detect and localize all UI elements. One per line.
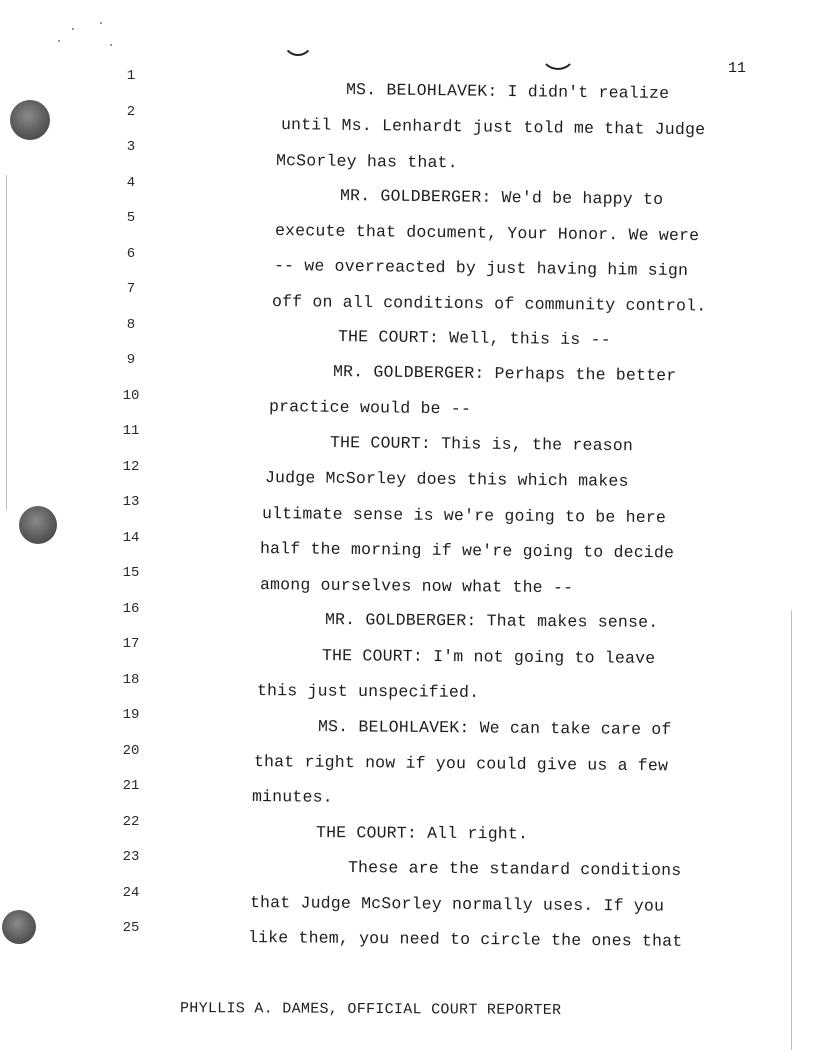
page-edge-right (791, 610, 792, 1050)
transcript-line: McSorley has that. (275, 151, 458, 173)
transcript-line: like them, you need to circle the ones that (247, 928, 683, 951)
transcript-line: THE COURT: This is, the reason (329, 433, 634, 456)
transcript-line: until Ms. Lenhardt just told me that Judge (280, 115, 706, 140)
transcript-line: execute that document, Your Honor. We were (274, 221, 700, 246)
staple-mark-right (540, 34, 576, 70)
line-number: 13 (122, 494, 140, 510)
transcript-line: off on all conditions of community control. (271, 292, 707, 316)
transcript-line: THE COURT: I'm not going to leave (321, 646, 656, 668)
line-number: 18 (122, 671, 140, 688)
line-number: 20 (122, 742, 140, 759)
transcript-line: MR. GOLDBERGER: That makes sense. (324, 610, 659, 632)
line-number: 25 (122, 920, 140, 936)
line-number: 2 (126, 103, 136, 120)
transcript-line: Judge McSorley does this which makes (264, 468, 629, 491)
scan-speck (58, 40, 60, 42)
transcript-line: that Judge McSorley normally uses. If you (249, 893, 665, 916)
line-number: 23 (122, 849, 140, 865)
punch-hole-top (10, 100, 50, 140)
transcript-line: that right now if you could give us a few (253, 752, 669, 776)
scan-speck (110, 44, 112, 46)
transcript-line: this just unspecified. (256, 681, 480, 702)
transcript-line: half the morning if we're going to decide (259, 539, 675, 563)
line-number: 12 (122, 458, 140, 475)
line-number: 7 (126, 281, 136, 297)
transcript-line: MR. GOLDBERGER: We'd be happy to (339, 186, 664, 209)
transcript-line: minutes. (251, 787, 333, 807)
line-number: 16 (122, 600, 140, 617)
line-number: 9 (126, 352, 136, 368)
transcript-line: MS. BELOHLAVEK: I didn't realize (345, 80, 670, 103)
transcript-line: MR. GOLDBERGER: Perhaps the better (332, 362, 677, 386)
transcript-line: among ourselves now what the -- (259, 575, 574, 598)
line-number: 11 (122, 423, 140, 439)
line-number: 10 (122, 387, 140, 404)
line-number: 6 (126, 245, 136, 262)
line-number: 21 (122, 778, 140, 794)
line-number: 24 (122, 884, 140, 901)
transcript-line: practice would be -- (268, 397, 472, 419)
scan-speck (100, 22, 102, 24)
scan-speck (72, 28, 74, 30)
line-number: 3 (126, 139, 136, 155)
line-number: 19 (122, 707, 140, 723)
page-number: 11 (728, 60, 747, 77)
line-number: 22 (122, 813, 140, 830)
line-number: 1 (126, 68, 136, 84)
punch-hole-bottom (2, 910, 36, 944)
page-edge-left (6, 175, 7, 510)
line-number: 17 (122, 636, 140, 652)
transcript-line: -- we overreacted by just having him sign (273, 256, 689, 281)
line-number: 4 (126, 174, 136, 191)
staple-mark-left (282, 22, 314, 56)
line-number: 15 (122, 565, 140, 581)
court-reporter-footer: PHYLLIS A. DAMES, OFFICIAL COURT REPORTER (179, 1000, 562, 1019)
transcript-line: MS. BELOHLAVEK: We can take care of (317, 717, 672, 740)
transcript-line: ultimate sense is we're going to be here (261, 504, 667, 528)
punch-hole-middle (19, 506, 57, 544)
line-number: 8 (126, 316, 136, 333)
transcript-line: THE COURT: All right. (315, 823, 529, 844)
transcript-line: THE COURT: Well, this is -- (337, 327, 611, 350)
line-number: 14 (122, 529, 140, 546)
transcript-line: These are the standard conditions (347, 858, 682, 880)
line-number: 5 (126, 210, 136, 226)
